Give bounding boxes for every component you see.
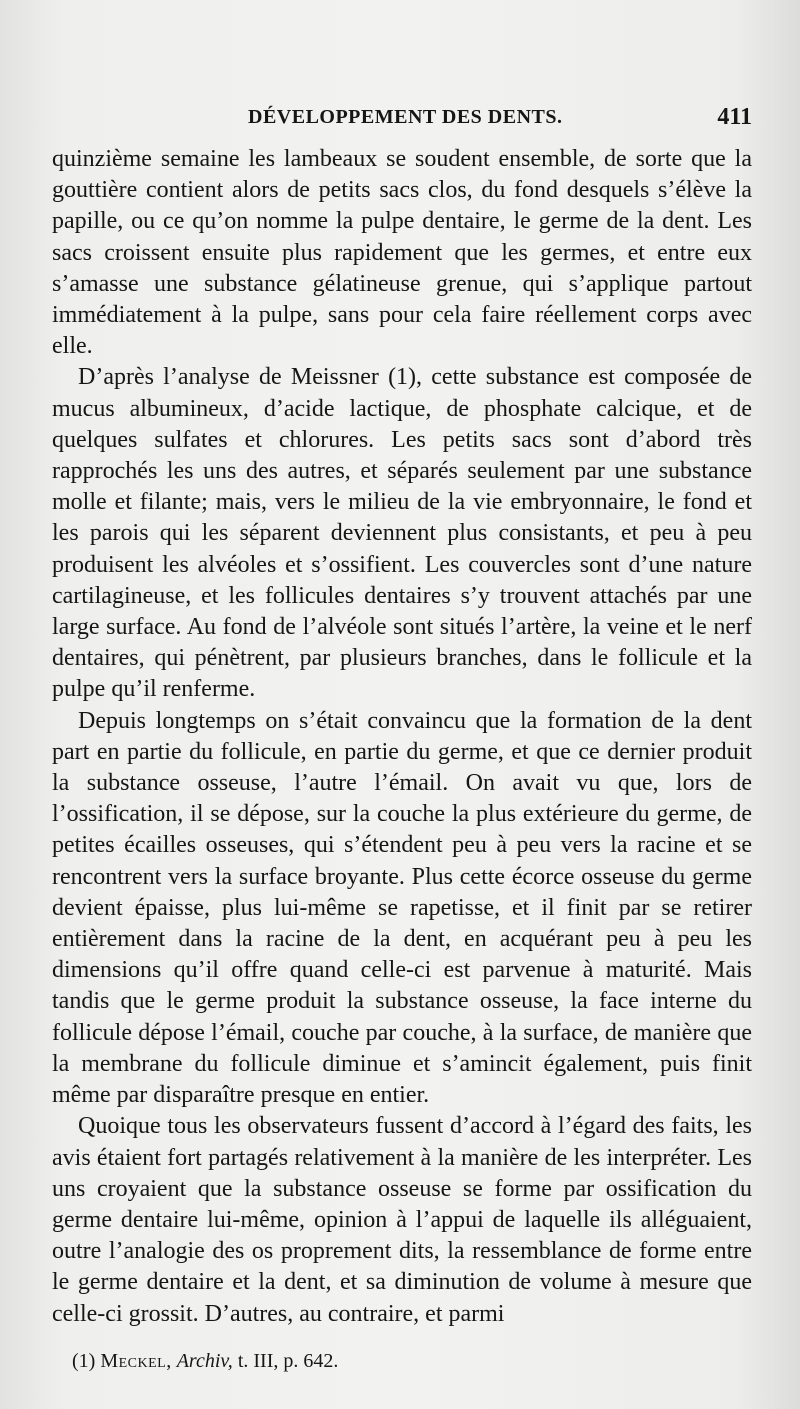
page-header — [52, 104, 752, 138]
footnote — [72, 1350, 732, 1373]
paragraph: D’après l’analyse de Meissner (1), cette substance est composée de mucus albumineux, d’acide lactique, de phosphate calcique, et de quelques sulfates et chlorures. Les petits sacs sont d’abord très rapprochés les uns des autres, et séparés seulement par une substance molle et filante; mais, vers le milieu de la vie embryonnaire, le fond et les parois qui les séparent deviennent plus consistants, et peu à peu produisent les alvéoles et s’ossifient. Les couvercles sont d’une nature cartilagineuse, et les follicules dentaires s’y trouvent attachés par une large surface. Au fond de l’alvéole sont situés l’artère, la veine et le nerf dentaires, qui pénètrent, par plusieurs branches, dans le follicule et la pulpe qu’il renferme. — [52, 364, 752, 703]
footnote-reference: t. III, p. 642. — [237, 1350, 339, 1372]
footnote-author: Meckel, — [100, 1350, 172, 1372]
running-title: DÉVELOPPEMENT DES DENTS. — [248, 106, 563, 128]
footnote-marker: (1) — [72, 1350, 96, 1372]
paragraph: Depuis longtemps on s’était convaincu que la formation de la dent part en partie du follicule, en partie du germe, et que ce dernier produit la substance osseuse, l’autre l’émail. On avait vu que, lors de l’ossification, il se dépose, sur la couche la plus extérieure du germe, de petites écailles osseuses, qui s’étendent peu à peu vers la racine et se rencontrent vers la surface broyante. Plus cette écorce osseuse du germe devient épaisse, plus lui-même se rapetisse, et il finit par se retirer entièrement dans la racine de la dent, en acquérant peu à peu les dimensions qu’il offre quand celle-ci est parvenue à maturité. Mais tandis que le germe produit la substance osseuse, la face interne du follicule dépose l’émail, couche par couche, à la surface, de manière que la membrane du follicule diminue et s’amincit également, puis finit même par disparaître presque en entier. — [52, 707, 752, 1109]
paragraph: Quoique tous les observateurs fussent d’accord à l’égard des faits, les avis étaient fort partagés relativement à la manière de les interpréter. Les uns croyaient que la substance osseuse se forme par ossification du germe dentaire lui-même, opinion à l’appui de laquelle ils alléguaient, outre l’analogie des os proprement dits, la ressemblance de forme entre le germe dentaire et la dent, et sa diminution de volume à mesure que celle-ci grossit. D’autres, au contraire, et parmi — [52, 1113, 752, 1327]
footnote-journal: Archiv, — [176, 1350, 233, 1372]
page-number: 411 — [717, 104, 752, 130]
paragraph-continued: quinzième semaine les lambeaux se soudent ensemble, de sorte que la gouttière contient alors de petits sacs clos, du fond desquels s’élève la papille, ou ce qu’on nomme la pulpe dentaire, le germe de la dent. Les sacs croissent ensuite plus rapidement que les germes, et entre eux s’amasse une substance gélatineuse grenue, qui s’applique partout immédiatement à la pulpe, sans pour cela faire réellement corps avec elle. — [52, 146, 752, 360]
body-text — [52, 144, 752, 1330]
